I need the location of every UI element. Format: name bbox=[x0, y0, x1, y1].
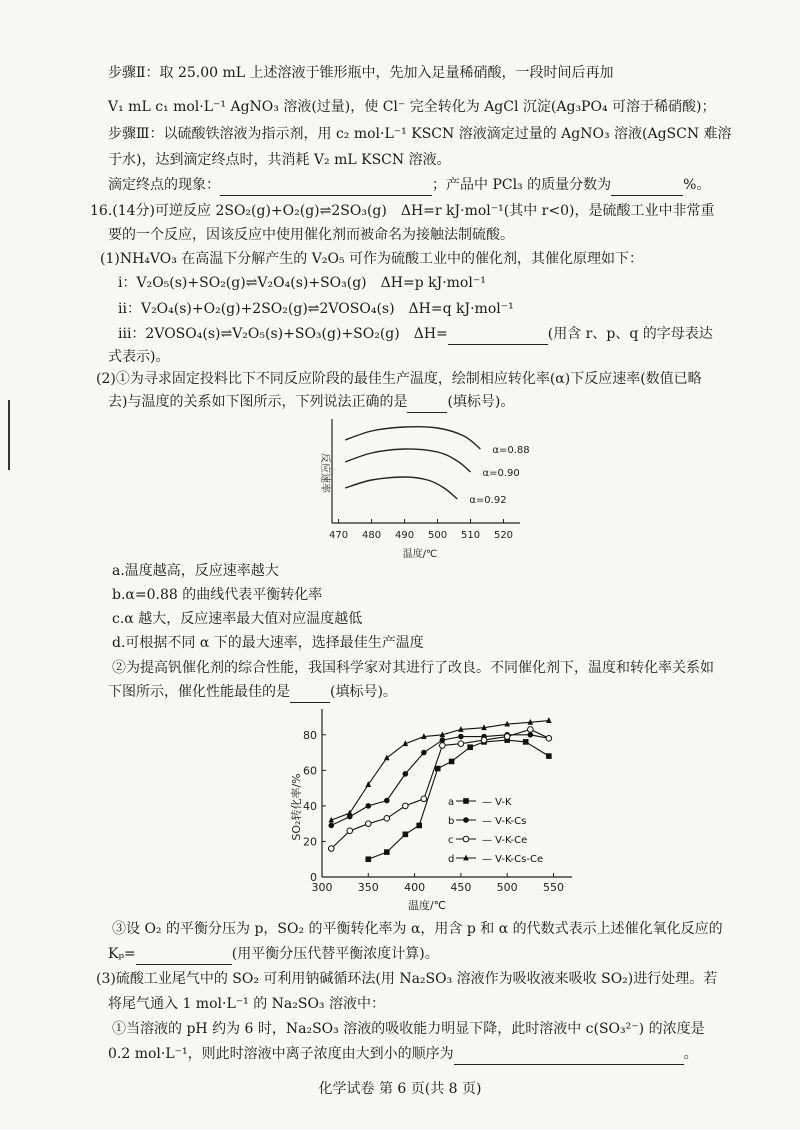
endpoint-mid: ；产品中 PCl₃ 的质量分数为 bbox=[432, 177, 612, 193]
x-tick-label: 470 bbox=[329, 530, 349, 541]
reaction-ii: ⅱ：V₂O₄(s)+O₂(g)+2SO₂(g)⇌2VOSO₄(s) ΔH=q kJ·mol⁻¹ bbox=[118, 301, 514, 317]
ion-order-prefix: 0.2 mol·L⁻¹，则此时溶液中离子浓度由大到小的顺序为 bbox=[108, 1046, 454, 1062]
y-tick-label: 80 bbox=[303, 728, 317, 742]
data-point-c bbox=[458, 741, 464, 747]
legend-name-d: — V-K-Cs-Ce bbox=[482, 854, 544, 865]
data-point-a bbox=[365, 856, 371, 862]
reaction-iii bbox=[118, 323, 760, 345]
y-tick-label: 20 bbox=[303, 835, 317, 849]
legend-letter-d: d bbox=[448, 854, 455, 865]
option-a: a.温度越高，反应速率越大 bbox=[112, 563, 279, 579]
data-point-c bbox=[546, 736, 552, 742]
series-line-b bbox=[331, 735, 549, 826]
q16-part2-3-line-2 bbox=[108, 943, 760, 965]
x-tick-label: 500 bbox=[427, 530, 448, 541]
q16-stem-line-1: 16.(14分)可逆反应 2SO₂(g)+O₂(g)⇌2SO₃(g) ΔH=r kJ·mol⁻¹(其中 r<0)，是硫酸工业中非常重 bbox=[90, 203, 715, 219]
x-tick-label: 520 bbox=[493, 530, 514, 541]
option-c: c.α 越大，反应速率最大值对应温度越低 bbox=[112, 611, 363, 627]
q16-part3-1-line-2 bbox=[108, 1043, 760, 1065]
y-tick-label: 0 bbox=[310, 871, 317, 884]
q2-2-prefix: 下图所示，催化性能最佳的是 bbox=[108, 684, 290, 700]
reaction-i: ⅰ：V₂O₅(s)+SO₂(g)⇌V₂O₄(s)+SO₃(g) ΔH=p kJ·mol⁻¹ bbox=[118, 275, 486, 291]
ion-order-suffix: 。 bbox=[683, 1046, 698, 1062]
legend-letter-b: b bbox=[448, 816, 455, 827]
reaction-iii-prefix: ⅲ：2VOSO₄(s)⇌V₂O₅(s)+SO₃(g)+SO₂(g) ΔH= bbox=[118, 326, 448, 342]
rate-curve-1 bbox=[345, 427, 480, 449]
legend-name-c: — V-K-Ce bbox=[482, 835, 528, 846]
x-tick-label: 350 bbox=[357, 881, 379, 894]
data-point-c bbox=[365, 821, 371, 827]
kp-answer-blank[interactable] bbox=[136, 948, 232, 965]
y-axis-label: SO₂转化率/% bbox=[290, 773, 303, 841]
legend-name-a: — V-K bbox=[482, 797, 512, 808]
rate-curve-3 bbox=[345, 477, 457, 499]
q2-prefix: 去)与温度的关系如下图所示，下列说法正确的是 bbox=[108, 394, 408, 410]
legend-marker-a bbox=[463, 798, 469, 804]
x-tick-label: 400 bbox=[404, 881, 426, 894]
q16-part2-2-line-1: ②为提高钒催化剂的综合性能，我国科学家对其进行了改良。不同催化剂下，温度和转化率关系如 bbox=[112, 660, 714, 676]
data-point-a bbox=[384, 849, 390, 855]
data-point-b bbox=[403, 771, 409, 777]
y-tick-label: 40 bbox=[303, 799, 317, 813]
q16-part2-3-line-1: ③设 O₂ 的平衡分压为 p，SO₂ 的平衡转化率为 α，用含 p 和 α 的代数式表示上述催化氧化反应的 bbox=[112, 921, 723, 937]
step2-line-2: V₁ mL c₁ mol·L⁻¹ AgNO₃ 溶液(过量)，使 Cl⁻ 完全转化为 AgCl 沉淀(Ag₃PO₄ 可溶于稀硝酸)； bbox=[108, 99, 716, 115]
x-axis-label: 温度/℃ bbox=[407, 899, 447, 912]
data-point-c bbox=[481, 737, 487, 743]
x-tick-label: 490 bbox=[395, 530, 415, 541]
data-point-c bbox=[384, 816, 390, 822]
data-point-c bbox=[421, 796, 427, 802]
legend-letter-a: a bbox=[448, 797, 455, 808]
data-point-c bbox=[440, 743, 446, 749]
data-point-a bbox=[523, 739, 529, 745]
legend-name-b: — V-K-Cs bbox=[482, 816, 527, 827]
data-point-b bbox=[440, 737, 446, 743]
rate-curve-2 bbox=[345, 449, 470, 472]
q16-part1-stem: (1)NH₄VO₃ 在高温下分解产生的 V₂O₅ 可作为硫酸工业中的催化剂，其催化原理如下： bbox=[100, 251, 644, 267]
q16-stem-line-2: 要的一个反应，因该反应中使用催化剂而被命名为接触法制硫酸。 bbox=[108, 227, 514, 243]
x-axis-label: 温度/℃ bbox=[402, 549, 438, 560]
data-point-c bbox=[347, 828, 353, 834]
data-point-a bbox=[546, 753, 552, 759]
endpoint-phenomenon-blank[interactable] bbox=[220, 179, 432, 196]
data-point-d bbox=[384, 754, 390, 760]
data-point-b bbox=[421, 750, 427, 756]
rate-temperature-chart bbox=[300, 415, 530, 560]
q16-part2-line-1: (2)①为寻求固定投料比下不同反应阶段的最佳生产温度，绘制相应转化率(α)下反应速率(数值已略 bbox=[96, 371, 702, 387]
margin-mark bbox=[8, 400, 10, 470]
legend-marker-c bbox=[463, 836, 469, 842]
y-axis-label: 反应速率 bbox=[319, 453, 330, 493]
data-point-c bbox=[403, 803, 409, 809]
data-point-d bbox=[546, 717, 552, 723]
x-tick-label: 500 bbox=[496, 881, 518, 894]
conversion-temperature-chart bbox=[290, 705, 580, 915]
q16-part2-2-line-2 bbox=[108, 681, 760, 703]
y-tick-label: 60 bbox=[303, 764, 317, 778]
curve-label-3: α=0.92 bbox=[469, 495, 507, 506]
q16-part3-line-1: (3)硫酸工业尾气中的 SO₂ 可利用钠碱循环法(用 Na₂SO₃ 溶液作为吸收液来吸收 SO₂)进行处理。若 bbox=[96, 971, 718, 987]
data-point-c bbox=[528, 727, 534, 733]
data-point-a bbox=[467, 744, 473, 750]
data-point-a bbox=[435, 766, 441, 772]
delta-h-blank[interactable] bbox=[448, 328, 548, 345]
q2-2-suffix: (填标号)。 bbox=[330, 684, 397, 700]
step3-line-2: 于水)，达到滴定终点时，共消耗 V₂ mL KSCN 溶液。 bbox=[108, 152, 451, 168]
x-tick-label: 450 bbox=[450, 881, 472, 894]
data-point-b bbox=[458, 734, 464, 740]
kp-prefix: Kₚ= bbox=[108, 946, 136, 962]
legend-letter-c: c bbox=[448, 835, 454, 846]
q2-answer-blank[interactable] bbox=[407, 396, 447, 413]
data-point-b bbox=[528, 732, 534, 738]
ion-order-blank[interactable] bbox=[454, 1048, 684, 1065]
mass-fraction-blank[interactable] bbox=[611, 179, 683, 196]
q2-suffix: (填标号)。 bbox=[447, 394, 515, 410]
data-point-b bbox=[328, 823, 334, 829]
legend-marker-b bbox=[463, 817, 469, 823]
q16-part2-line-2 bbox=[108, 391, 760, 413]
option-b: b.α=0.88 的曲线代表平衡转化率 bbox=[112, 587, 323, 603]
reaction-iii-suffix: (用含 r、p、q 的字母表达 bbox=[547, 326, 713, 342]
curve-label-2: α=0.90 bbox=[482, 468, 520, 479]
x-tick-label: 510 bbox=[460, 530, 481, 541]
step2-line-1: 步骤Ⅱ：取 25.00 mL 上述溶液于锥形瓶中，先加入足量稀硝酸，一段时间后再加 bbox=[108, 65, 614, 81]
step3-line-1: 步骤Ⅲ：以硫酸铁溶液为指示剂，用 c₂ mol·L⁻¹ KSCN 溶液滴定过量的 AgNO₃ 溶液(AgSCN 难溶 bbox=[108, 126, 732, 142]
endpoint-suffix: %。 bbox=[683, 177, 711, 193]
kp-suffix: (用平衡分压代替平衡浓度计算)。 bbox=[231, 946, 439, 962]
data-point-c bbox=[504, 734, 510, 740]
x-tick-label: 550 bbox=[542, 881, 564, 894]
reaction-iii-tail: 式表示)。 bbox=[108, 349, 170, 365]
data-point-b bbox=[365, 803, 371, 809]
page-footer: 化学试卷 第 6 页(共 8 页) bbox=[318, 1081, 482, 1097]
option-d: d.可根据不同 α 下的最大速率，选择最佳生产温度 bbox=[112, 635, 424, 651]
x-tick-label: 480 bbox=[362, 530, 382, 541]
curve-label-1: α=0.88 bbox=[492, 445, 530, 456]
data-point-a bbox=[403, 832, 409, 838]
data-point-a bbox=[449, 759, 455, 765]
endpoint-prefix: 滴定终点的现象： bbox=[108, 177, 220, 193]
q2-2-answer-blank[interactable] bbox=[290, 686, 330, 703]
q16-part3-line-2: 将尾气通入 1 mol·L⁻¹ 的 Na₂SO₃ 溶液中： bbox=[108, 996, 385, 1012]
q16-part3-1-line-1: ①当溶液的 pH 约为 6 时，Na₂SO₃ 溶液的吸收能力明显下降，此时溶液中 c(SO₃²⁻) 的浓度是 bbox=[112, 1021, 705, 1037]
endpoint-line bbox=[108, 174, 760, 196]
data-point-a bbox=[416, 823, 422, 829]
data-point-c bbox=[328, 846, 334, 852]
data-point-b bbox=[384, 798, 390, 804]
x-tick-label: 300 bbox=[311, 881, 333, 894]
